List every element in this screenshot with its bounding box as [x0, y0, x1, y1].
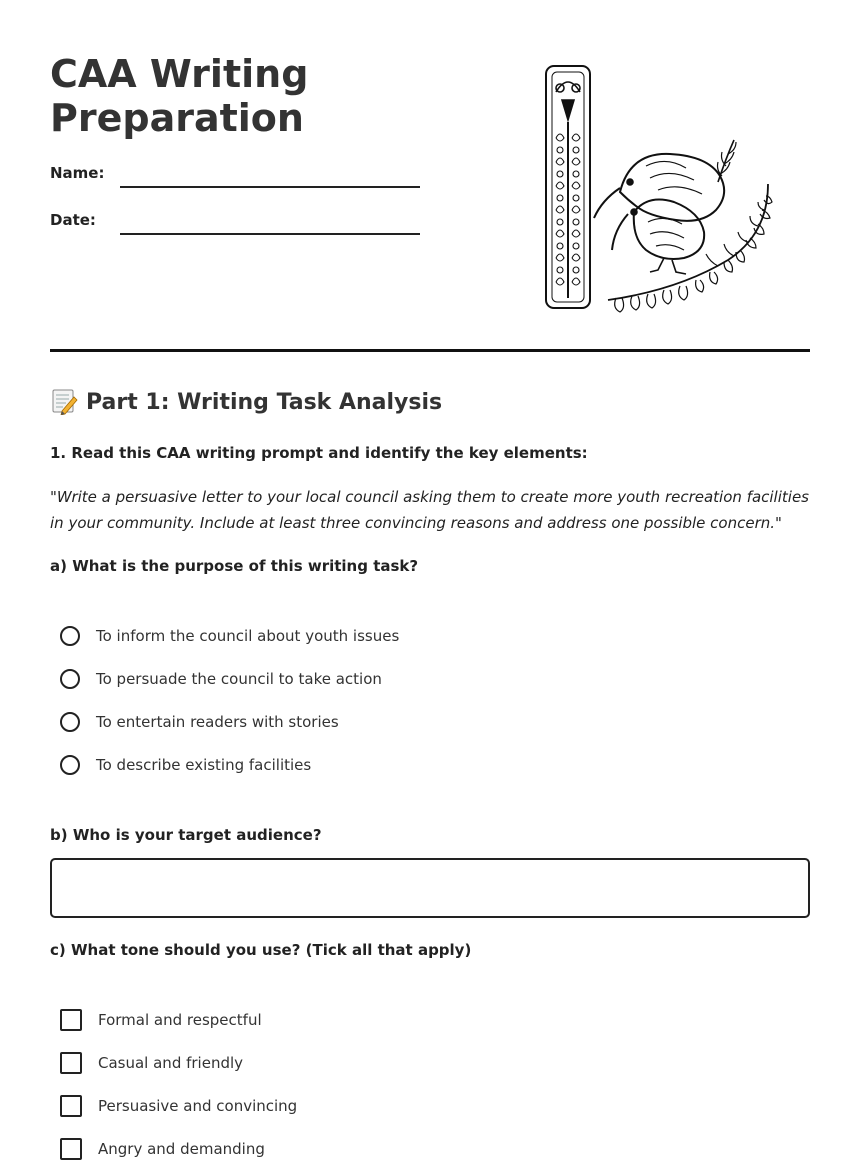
option-label: Persuasive and convincing: [98, 1097, 298, 1115]
name-label: Name:: [50, 164, 105, 182]
part1-heading-text: Part 1: Writing Task Analysis: [86, 390, 443, 415]
question-a-label: a) What is the purpose of this writing task?: [50, 557, 419, 575]
checkbox[interactable]: [60, 1138, 82, 1160]
name-input-line[interactable]: [120, 186, 420, 188]
target-audience-input[interactable]: [50, 858, 810, 918]
checkbox[interactable]: [60, 1052, 82, 1074]
purpose-option-entertain[interactable]: [60, 710, 339, 734]
radio-button[interactable]: [60, 626, 80, 646]
tone-option-angry[interactable]: [60, 1137, 265, 1161]
option-label: Formal and respectful: [98, 1011, 262, 1029]
option-label: To inform the council about youth issues: [96, 627, 400, 645]
option-label: Angry and demanding: [98, 1140, 265, 1158]
radio-button[interactable]: [60, 712, 80, 732]
option-label: To describe existing facilities: [96, 756, 312, 774]
question-b-label: b) Who is your target audience?: [50, 826, 322, 844]
radio-button[interactable]: [60, 669, 80, 689]
tone-option-persuasive[interactable]: [60, 1094, 297, 1118]
writing-prompt-quote: "Write a persuasive letter to your local council asking them to create more youth recreation facilities in your community. Include at least three convincing reasons and address one possible concern.": [50, 488, 809, 532]
option-label: To persuade the council to take action: [96, 670, 382, 688]
purpose-option-describe[interactable]: [60, 753, 311, 777]
option-label: Casual and friendly: [98, 1054, 244, 1072]
purpose-option-persuade[interactable]: [60, 667, 382, 691]
tone-option-formal[interactable]: [60, 1008, 262, 1032]
part1-heading: [50, 386, 442, 420]
option-label: To entertain readers with stories: [96, 713, 339, 731]
question-1-label: 1. Read this CAA writing prompt and identify the key elements:: [50, 444, 588, 462]
date-field-row: [50, 211, 420, 235]
date-input-line[interactable]: [120, 233, 420, 235]
header-divider: [50, 349, 810, 352]
radio-button[interactable]: [60, 755, 80, 775]
purpose-option-inform[interactable]: [60, 624, 399, 648]
checkbox[interactable]: [60, 1095, 82, 1117]
question-c-label: c) What tone should you use? (Tick all that apply): [50, 941, 472, 959]
maori-carving-kiwi-fern-illustration: [538, 62, 790, 314]
page-title: CAA Writing Preparation: [50, 52, 309, 140]
name-field-row: [50, 164, 420, 188]
tone-option-casual[interactable]: [60, 1051, 243, 1075]
date-label: Date:: [50, 211, 96, 229]
memo-icon: [50, 387, 78, 415]
checkbox[interactable]: [60, 1009, 82, 1031]
